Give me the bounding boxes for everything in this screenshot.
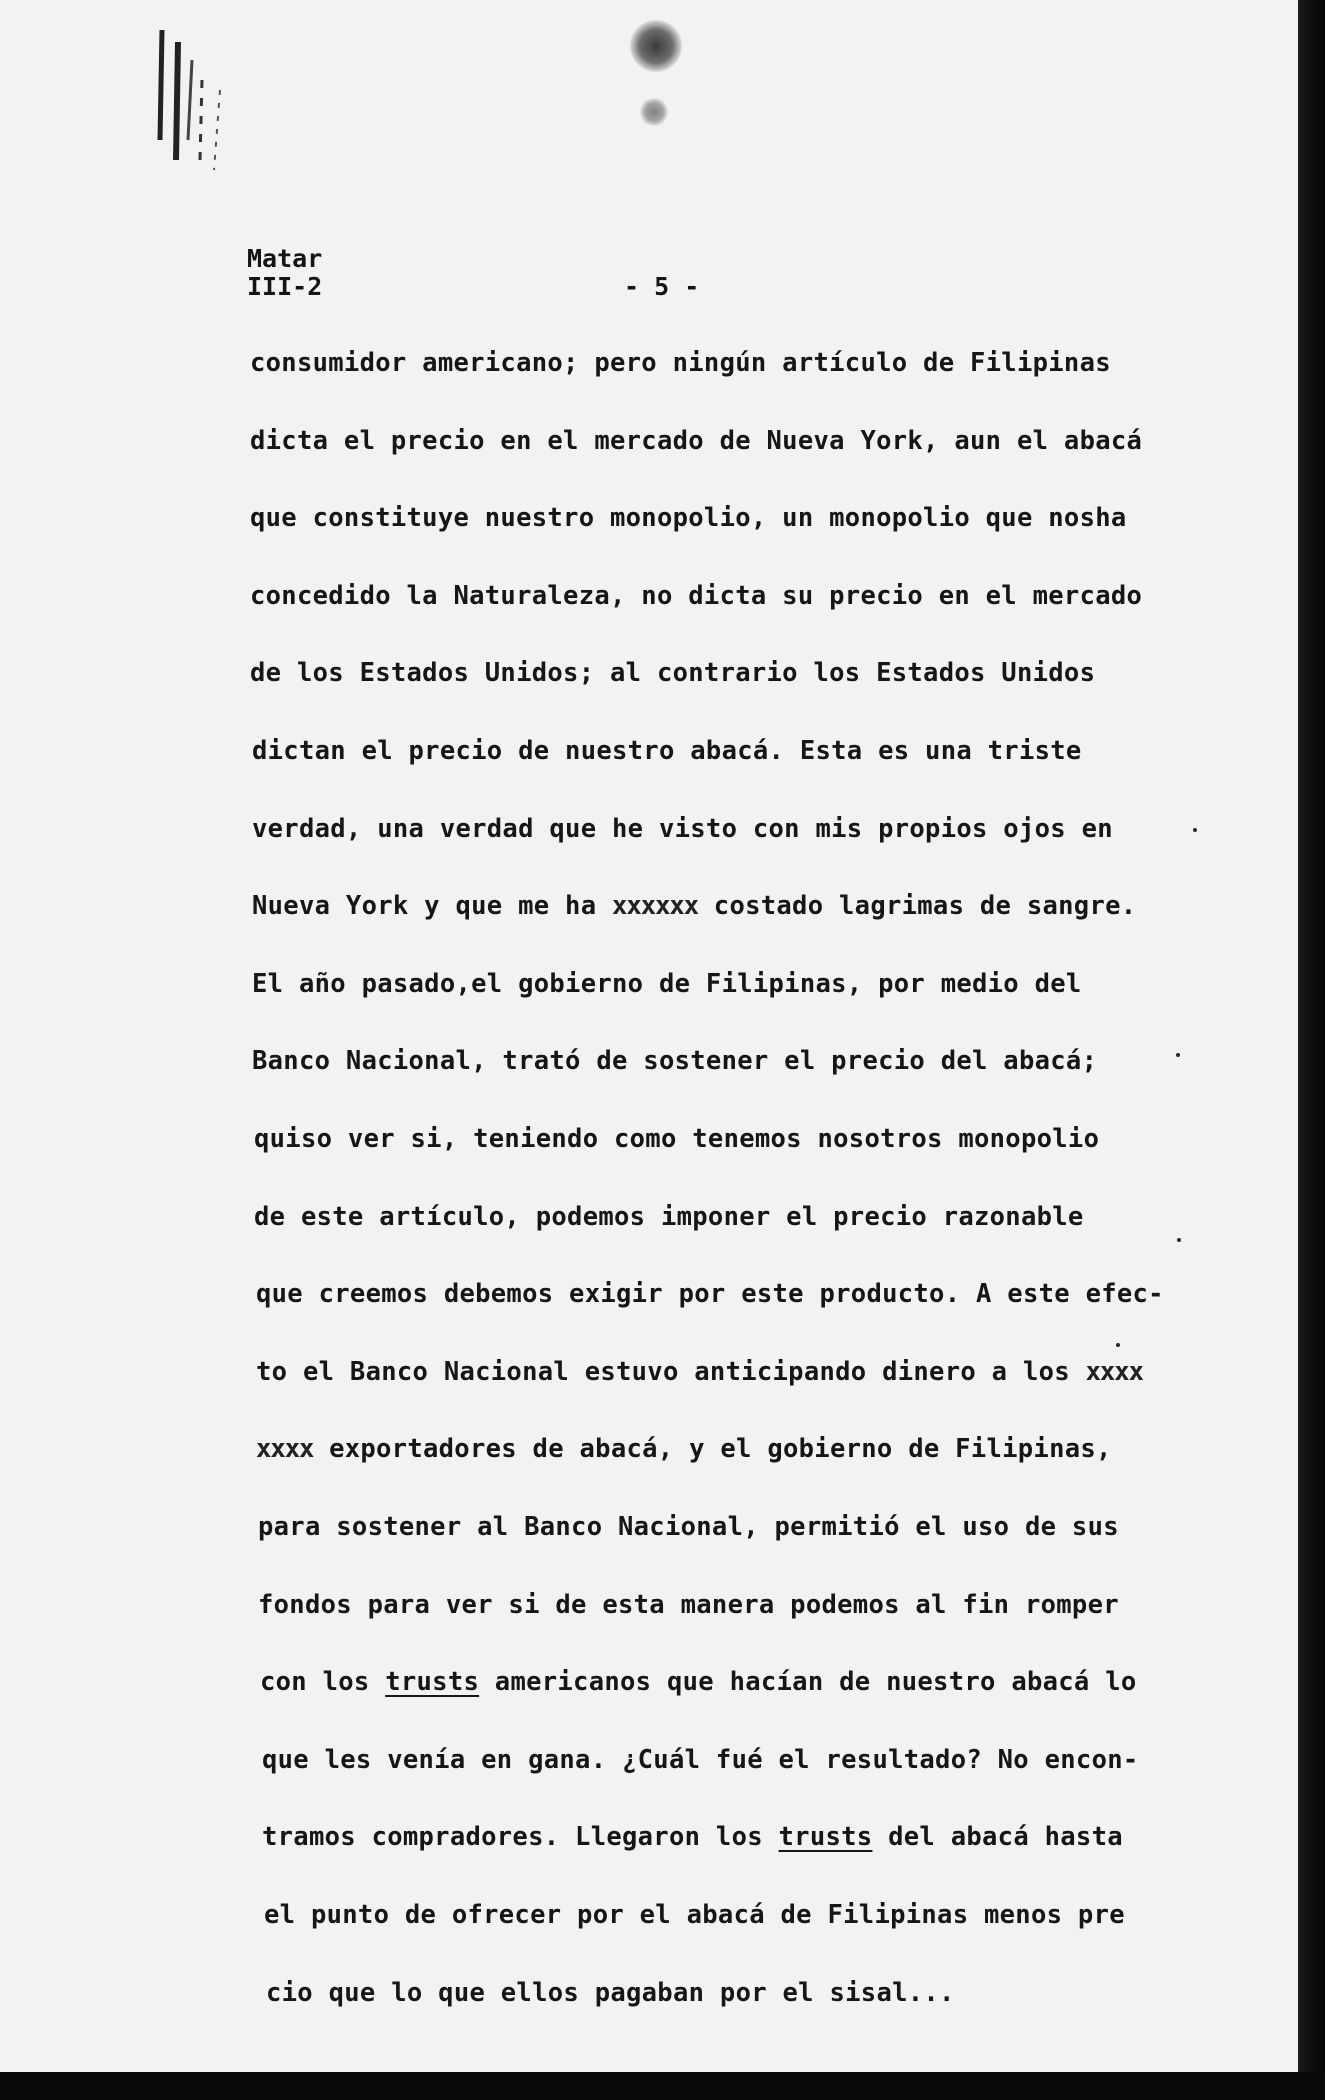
- pencil-marks: [130, 20, 310, 170]
- line-text: El año pasado,el gobierno de Filipinas, por medio del: [252, 968, 1082, 999]
- body-line: [250, 581, 1142, 611]
- line-text: el punto de ofrecer por el abacá de Filipinas menos pre: [264, 1900, 1125, 1930]
- body-line: [252, 1046, 1097, 1076]
- body-line: [252, 736, 1082, 766]
- body-line: [250, 348, 1111, 378]
- struck-out-text: xxxx: [256, 1434, 314, 1465]
- line-text: quiso ver si, teniendo como tenemos nosotros monopolio: [254, 1124, 1100, 1154]
- body-line: [252, 891, 1136, 921]
- struck-out-text: xxxxxx: [612, 891, 699, 922]
- underlined-word: trusts: [778, 1822, 873, 1853]
- body-line: [256, 1357, 1143, 1387]
- line-text: que les venía en gana. ¿Cuál fué el resultado? No encon-: [262, 1744, 1139, 1775]
- body-line: [260, 1667, 1137, 1697]
- body-line: [254, 1124, 1099, 1154]
- line-text: de los Estados Unidos; al contrario los Estados Unidos: [250, 658, 1096, 689]
- line-text: concedido la Naturaleza, no dicta su precio en el mercado: [250, 580, 1143, 611]
- body-line: [262, 1745, 1139, 1775]
- underlined-word: trusts: [385, 1667, 480, 1698]
- body-line: [256, 1434, 1112, 1464]
- line-text: americanos que hacían de nuestro abacá lo: [479, 1667, 1137, 1698]
- speck: [1193, 828, 1197, 832]
- line-text: verdad, una verdad que he visto con mis propios ojos en: [252, 813, 1113, 844]
- line-text: exportadores de abacá, y el gobierno de Filipinas,: [313, 1434, 1112, 1465]
- line-text: dicta el precio en el mercado de Nueva York, aun el abacá: [250, 425, 1143, 456]
- body-line: [266, 1978, 955, 2008]
- line-text: tramos compradores. Llegaron los: [262, 1822, 779, 1853]
- line-text: para sostener al Banco Nacional, permitió el uso de sus: [258, 1512, 1119, 1542]
- line-text: to el Banco Nacional estuvo anticipando dinero a los: [256, 1356, 1086, 1387]
- author-label: Matar: [247, 244, 323, 273]
- body-line: [264, 1900, 1125, 1930]
- line-text: que creemos debemos exigir por este producto. A este efec-: [256, 1279, 1164, 1310]
- body-line: [250, 426, 1142, 456]
- body-line: [252, 969, 1082, 999]
- body-line: [256, 1279, 1164, 1309]
- line-text: costado lagrimas de sangre.: [698, 891, 1137, 922]
- struck-out-text: xxxx: [1085, 1356, 1143, 1387]
- line-text: dictan el precio de nuestro abacá. Esta es una triste: [252, 736, 1082, 766]
- body-line: [258, 1512, 1119, 1542]
- speck: [1116, 1343, 1120, 1347]
- page-number: - 5 -: [624, 272, 700, 301]
- punch-hole-top: [630, 20, 682, 72]
- body-line: [252, 814, 1113, 844]
- body-line: [258, 1590, 1119, 1620]
- body-line: [250, 503, 1127, 533]
- scan-edge-right: [1298, 0, 1325, 2100]
- body-line: [250, 658, 1095, 688]
- speck: [1177, 1238, 1181, 1242]
- body-line: [262, 1822, 1123, 1852]
- speck: [1176, 1053, 1180, 1057]
- scan-edge-bottom: [0, 2072, 1325, 2100]
- line-text: Banco Nacional, trató de sostener el precio del abacá;: [252, 1046, 1098, 1077]
- line-text: cio que lo que ellos pagaban por el sisal...: [266, 1977, 955, 2008]
- line-text: que constituye nuestro monopolio, un monopolio que nosha: [250, 503, 1127, 534]
- line-text: de este artículo, podemos imponer el precio razonable: [254, 1201, 1084, 1232]
- line-text: Nueva York y que me ha: [252, 891, 613, 922]
- punch-hole-second: [640, 98, 668, 126]
- line-text: del abacá hasta: [872, 1822, 1123, 1853]
- line-text: consumidor americano; pero ningún artículo de Filipinas: [250, 348, 1111, 378]
- section-label: III-2: [247, 272, 323, 301]
- line-text: con los: [260, 1667, 386, 1698]
- body-line: [254, 1202, 1084, 1232]
- line-text: fondos para ver si de esta manera podemos al fin romper: [258, 1589, 1119, 1620]
